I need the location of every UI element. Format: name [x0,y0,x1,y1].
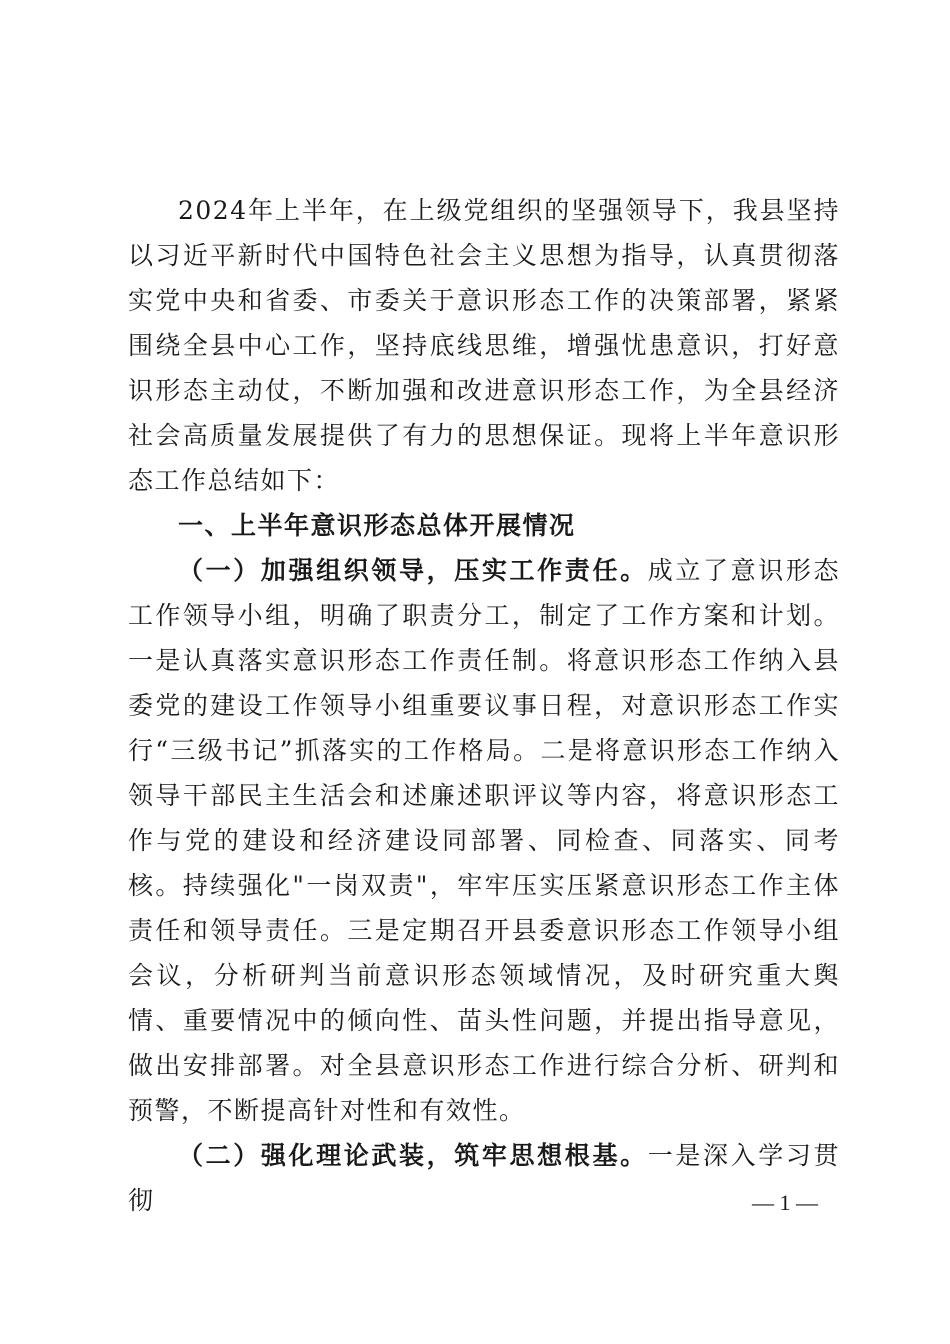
paragraph-body: 一是深入学习贯彻 [128,1141,840,1215]
section-heading: 一、上半年意识形态总体开展情况 [178,511,576,540]
intro-paragraph: 2024年上半年，在上级党组织的坚强领导下，我县坚持以习近平新时代中国特色社会主义思想为指导，认真贯彻落实党中央和省委、市委关于意识形态工作的决策部署，紧紧围绕全县中心工作，坚持底线思维，增强忧患意识，打好意识形态主动仗，不断加强和改进意识形态工作，为全县经济社会高质量发展提供了有力的思想保证。现将上半年意识形态工作总结如下： [128,196,840,495]
page-number: — 1 — [752,1190,818,1215]
document-body [128,188,840,1223]
paragraph-theory-armament [128,1133,840,1223]
paragraph-organization-leadership [128,548,840,1133]
paragraph-body: 成立了意识形态工作领导小组，明确了职责分工，制定了工作方案和计划。一是认真落实意识形态工作责任制。将意识形态工作纳入县委党的建设工作领导小组重要议事日程，对意识形态工作实行“三级书记”抓落实的工作格局。二是将意识形态工作纳入领导干部民主生活会和述廉述职评议等内容，将意识形态工作与党的建设和经济建设同部署、同检查、同落实、同考核。持续强化"一岗双责"，牢牢压实压紧意识形态工作主体责任和领导责任。三是定期召开县委意识形态工作领导小组会议，分析研判当前意识形态领域情况，及时研究重大舆情、重要情况中的倾向性、苗头性问题，并提出指导意见，做出安排部署。对全县意识形态工作进行综合分析、研判和预警，不断提高针对性和有效性。 [128,556,840,1125]
paragraph-lead: （二）强化理论武装，筑牢思想根基。 [178,1141,648,1170]
paragraph-lead: （一）加强组织领导，压实工作责任。 [178,556,648,585]
